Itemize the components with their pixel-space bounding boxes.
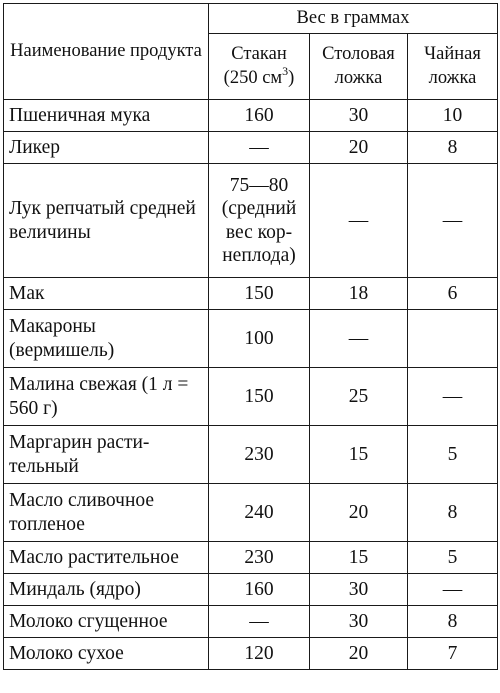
teaspoon-weight-cell: —	[408, 164, 498, 278]
table-row	[4, 574, 498, 606]
header-weight-group	[209, 4, 498, 34]
tablespoon-weight-cell: 30	[310, 574, 408, 606]
cup-weight-cell: —	[209, 132, 310, 164]
header-teaspoon	[408, 34, 498, 100]
cup-weight-cell: 100	[209, 310, 310, 368]
table-row	[4, 368, 498, 426]
tablespoon-weight-cell: 15	[310, 426, 408, 484]
teaspoon-weight-cell: 7	[408, 638, 498, 670]
cup-weight-cell: 230	[209, 426, 310, 484]
table-row	[4, 278, 498, 310]
cup-weight-cell: 230	[209, 542, 310, 574]
product-name-cell: Малина свежая (1 л = 560 г)	[4, 368, 209, 426]
product-name-cell: Молоко сгущенное	[4, 606, 209, 638]
header-teaspoon-text: Чайная ложка	[424, 44, 481, 88]
product-name-cell: Ликер	[4, 132, 209, 164]
header-cup	[209, 34, 310, 100]
tablespoon-weight-cell: —	[310, 310, 408, 368]
cup-weight-cell: 150	[209, 368, 310, 426]
teaspoon-weight-cell: 6	[408, 278, 498, 310]
tablespoon-weight-cell: 20	[310, 132, 408, 164]
product-name-cell: Лук репчатый средней величины	[4, 164, 209, 278]
table-row	[4, 606, 498, 638]
header-cup-volume-suffix: )	[288, 67, 295, 88]
table-row	[4, 310, 498, 368]
teaspoon-weight-cell: 5	[408, 542, 498, 574]
cup-weight-cell: 240	[209, 484, 310, 542]
table-row	[4, 132, 498, 164]
product-name-cell: Макароны (вермишель)	[4, 310, 209, 368]
teaspoon-weight-cell: 8	[408, 132, 498, 164]
cup-weight-cell: 160	[209, 100, 310, 132]
table-row	[4, 638, 498, 670]
cup-weight-cell: 150	[209, 278, 310, 310]
table-row	[4, 164, 498, 278]
teaspoon-weight-cell: —	[408, 574, 498, 606]
table-row	[4, 426, 498, 484]
header-product-name	[4, 4, 209, 100]
header-weight-group-text: Вес в граммах	[296, 8, 410, 29]
product-name-cell: Маргарин расти-тельный	[4, 426, 209, 484]
weights-table	[3, 3, 498, 670]
header-tablespoon-text: Столовая ложка	[322, 44, 395, 88]
cup-weight-cell: 160	[209, 574, 310, 606]
teaspoon-weight-cell	[408, 310, 498, 368]
product-name-cell: Масло сливочное топленое	[4, 484, 209, 542]
cup-weight-cell: 75—80 (средний вес кор-неплода)	[209, 164, 310, 278]
header-cup-volume	[223, 63, 295, 88]
product-name-cell: Молоко сухое	[4, 638, 209, 670]
table-row	[4, 100, 498, 132]
table-row	[4, 542, 498, 574]
tablespoon-weight-cell: 15	[310, 542, 408, 574]
tablespoon-weight-cell: 30	[310, 100, 408, 132]
cup-weight-cell: 120	[209, 638, 310, 670]
table-row	[4, 484, 498, 542]
header-cup-volume-sup: 3	[282, 63, 289, 78]
teaspoon-weight-cell: —	[408, 368, 498, 426]
tablespoon-weight-cell: 20	[310, 638, 408, 670]
tablespoon-weight-cell: 30	[310, 606, 408, 638]
product-name-cell: Мак	[4, 278, 209, 310]
header-product-name-text: Наименование продукта	[10, 41, 202, 62]
teaspoon-weight-cell: 8	[408, 484, 498, 542]
teaspoon-weight-cell: 5	[408, 426, 498, 484]
teaspoon-weight-cell: 8	[408, 606, 498, 638]
header-cup-label: Стакан	[231, 44, 287, 65]
product-name-cell: Пшеничная мука	[4, 100, 209, 132]
tablespoon-weight-cell: 25	[310, 368, 408, 426]
header-cup-volume-prefix: (250 см	[223, 67, 283, 88]
tablespoon-weight-cell: 18	[310, 278, 408, 310]
cup-weight-cell: —	[209, 606, 310, 638]
header-tablespoon	[310, 34, 408, 100]
tablespoon-weight-cell: —	[310, 164, 408, 278]
product-name-cell: Миндаль (ядро)	[4, 574, 209, 606]
product-name-cell: Масло растительное	[4, 542, 209, 574]
tablespoon-weight-cell: 20	[310, 484, 408, 542]
teaspoon-weight-cell: 10	[408, 100, 498, 132]
